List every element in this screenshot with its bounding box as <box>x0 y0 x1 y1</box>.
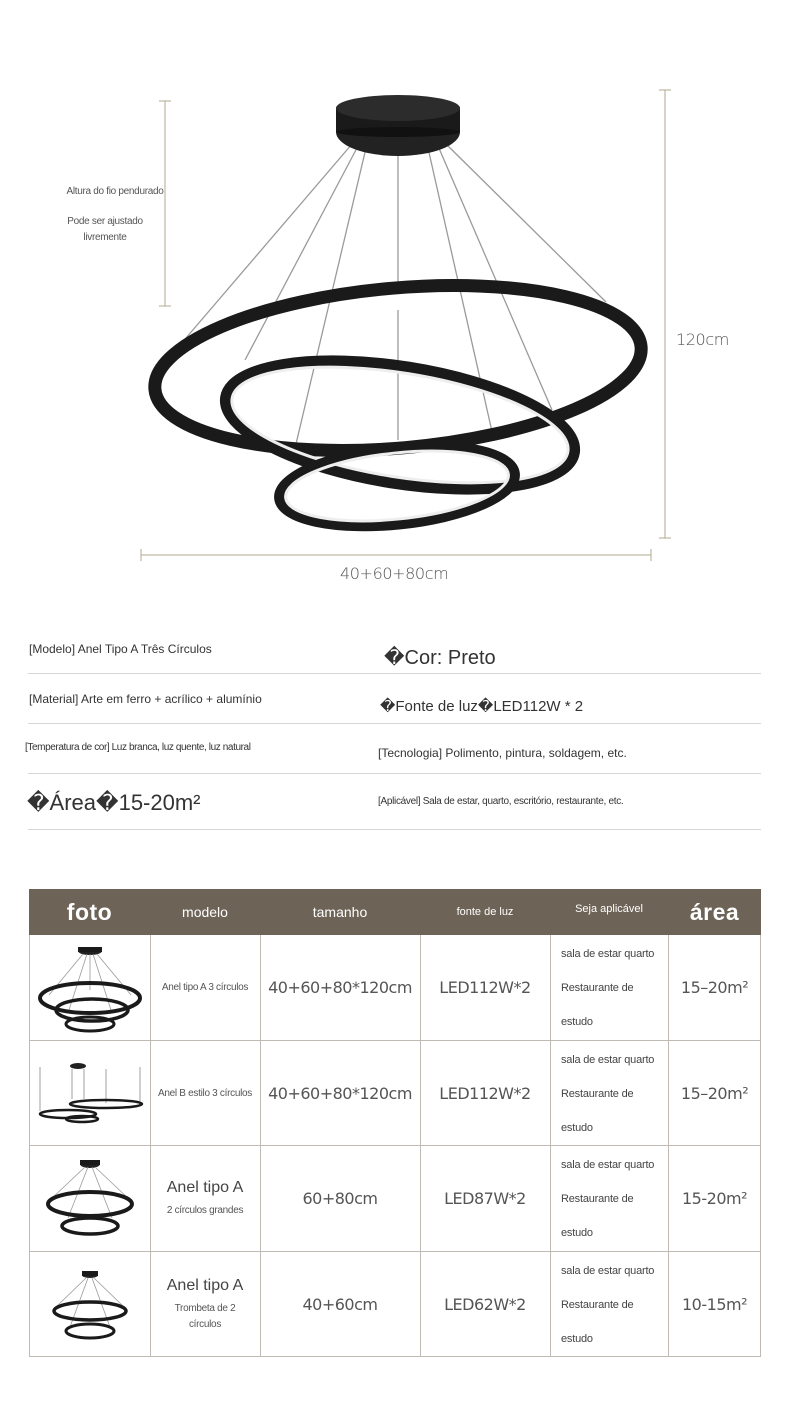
applicable-room: Restaurante de estudo <box>561 1192 634 1239</box>
area-value: 15–20m² <box>680 1084 749 1103</box>
model-name: Anel tipo A <box>166 1276 244 1294</box>
size-value: 60+80cm <box>302 1189 378 1208</box>
spec-light-source: �Fonte de luz�LED112W * 2 <box>380 698 584 715</box>
area-cell <box>668 1146 761 1251</box>
applicable-room: Restaurante de estudo <box>561 1087 634 1134</box>
applicable-room: sala de estar quarto <box>561 1158 655 1171</box>
size-cell <box>260 1146 420 1251</box>
light-source-cell <box>420 1252 550 1357</box>
spec-divider <box>28 723 761 724</box>
header-size: tamanho <box>312 904 368 920</box>
applicable-cell <box>550 935 668 1040</box>
header-model: modelo <box>182 904 228 920</box>
light-source-cell <box>420 935 550 1040</box>
header-area: área <box>689 898 740 925</box>
spec-technology: [Tecnologia] Polimento, pintura, soldagem, etc. <box>378 746 627 760</box>
model-variant: Anel tipo A 3 círculos <box>161 982 249 993</box>
model-cell <box>150 935 260 1040</box>
photo-cell <box>29 1146 150 1251</box>
header-photo: foto <box>66 898 113 925</box>
table-row <box>29 1041 761 1146</box>
size-cell <box>260 935 420 1040</box>
spec-color-temperature: [Temperatura de cor] Luz branca, luz quente, luz natural <box>25 742 251 753</box>
model-cell <box>150 1041 260 1146</box>
applicable-room: Restaurante de estudo <box>561 981 634 1028</box>
table-row-divider <box>29 1251 761 1252</box>
table-column-divider <box>550 935 551 1357</box>
light-source-value: LED62W*2 <box>444 1295 526 1314</box>
three-ring-flat-chandelier-icon <box>32 1059 148 1129</box>
table-border-bottom <box>29 1356 761 1357</box>
photo-cell <box>29 935 150 1040</box>
spec-material: [Material] Arte em ferro + acrílico + alumínio <box>29 692 262 706</box>
spec-color: �Cor: Preto <box>384 647 496 669</box>
hang-height-label: Altura do fio pendurado <box>66 186 164 197</box>
header-applicable: Seja aplicável <box>575 903 643 915</box>
spec-model: [Modelo] Anel Tipo A Três Círculos <box>29 642 212 656</box>
applicable-cell <box>550 1252 668 1357</box>
three-ring-chandelier-icon <box>35 940 145 1036</box>
chandelier-illustration <box>0 0 790 600</box>
light-source-value: LED112W*2 <box>439 978 531 997</box>
table-row <box>29 1252 761 1357</box>
product-hero <box>0 0 790 600</box>
two-ring-small-chandelier-icon <box>48 1265 132 1345</box>
light-source-cell <box>420 1146 550 1251</box>
ceiling-canopy <box>336 95 460 156</box>
product-table <box>29 889 761 1357</box>
table-row <box>29 1146 761 1251</box>
header-light-source: fonte de luz <box>456 906 514 918</box>
table-header <box>29 889 761 935</box>
area-cell <box>668 1252 761 1357</box>
size-value: 40+60+80*120cm <box>268 1084 412 1103</box>
model-name: Anel tipo A <box>166 1178 244 1196</box>
photo-cell <box>29 1041 150 1146</box>
model-variant: Trombeta de 2 círculos <box>174 1302 236 1330</box>
model-cell <box>150 1146 260 1251</box>
area-value: 15–20m² <box>680 978 749 997</box>
table-column-divider <box>420 935 421 1357</box>
table-column-divider <box>668 935 669 1357</box>
applicable-room: sala de estar quarto <box>561 1264 655 1277</box>
model-variant: 2 círculos grandes <box>166 1204 244 1216</box>
light-source-cell <box>420 1041 550 1146</box>
photo-cell <box>29 1252 150 1357</box>
size-cell <box>260 1252 420 1357</box>
applicable-room: sala de estar quarto <box>561 947 655 960</box>
model-variant: Anel B estilo 3 círculos <box>158 1088 252 1099</box>
area-value: 10-15m² <box>682 1295 747 1314</box>
spec-divider <box>28 829 761 830</box>
height-dimension-label: 120cm <box>676 330 729 349</box>
applicable-cell <box>550 1146 668 1251</box>
spec-applicable: [Aplicável] Sala de estar, quarto, escritório, restaurante, etc. <box>378 796 624 807</box>
spec-area: �Área�15-20m² <box>27 790 201 815</box>
size-value: 40+60+80*120cm <box>268 978 412 997</box>
spec-divider <box>28 673 761 674</box>
table-column-divider <box>150 935 151 1357</box>
light-source-value: LED112W*2 <box>439 1084 531 1103</box>
area-value: 15-20m² <box>682 1189 747 1208</box>
area-cell <box>668 1041 761 1146</box>
table-row-divider <box>29 1040 761 1041</box>
spec-divider <box>28 773 761 774</box>
table-column-divider <box>260 935 261 1357</box>
table-row-divider <box>29 1145 761 1146</box>
size-cell <box>260 1041 420 1146</box>
table-border-left <box>29 935 30 1357</box>
light-source-value: LED87W*2 <box>444 1189 526 1208</box>
area-cell <box>668 935 761 1040</box>
model-cell <box>150 1252 260 1357</box>
size-value: 40+60cm <box>302 1295 378 1314</box>
applicable-cell <box>550 1041 668 1146</box>
table-border-right <box>760 935 761 1357</box>
table-row <box>29 935 761 1040</box>
applicable-room: Restaurante de estudo <box>561 1298 634 1345</box>
hang-height-description: Pode ser ajustado livremente <box>67 216 143 243</box>
width-dimension-label: 40+60+80cm <box>340 564 449 583</box>
two-ring-chandelier-icon <box>42 1156 138 1242</box>
applicable-room: sala de estar quarto <box>561 1053 655 1066</box>
